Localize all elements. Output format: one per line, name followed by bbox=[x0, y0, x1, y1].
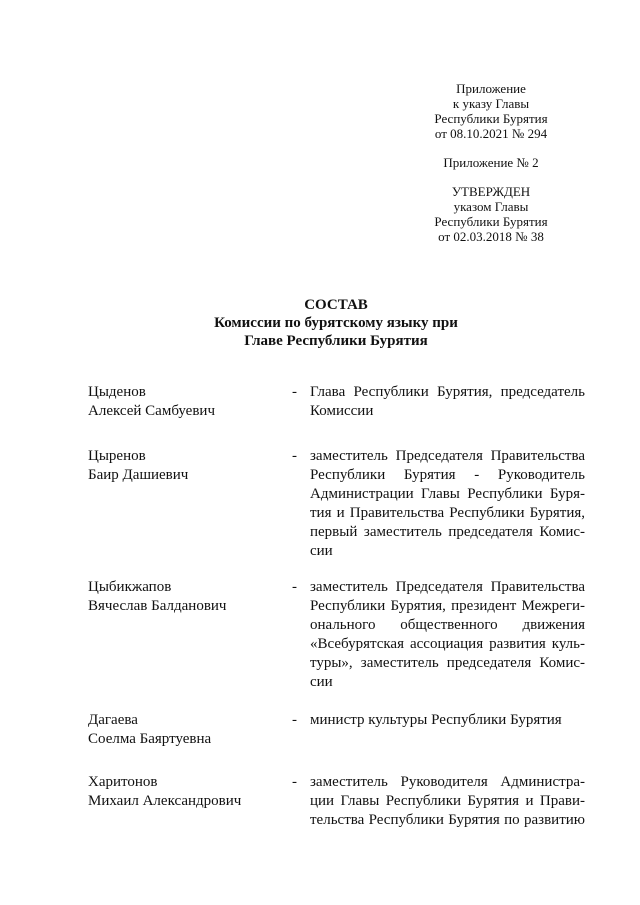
appendix-line: от 02.03.2018 № 38 bbox=[438, 229, 544, 244]
member-given-name: Михаил Александрович bbox=[88, 793, 242, 809]
appendix-line: к указу Главы bbox=[452, 96, 530, 111]
appendix-line: УТВЕРЖДЕН bbox=[451, 184, 531, 199]
member-role bbox=[310, 773, 585, 830]
member-surname: Цыренов bbox=[88, 448, 146, 464]
member-surname: Харитонов bbox=[88, 774, 158, 790]
member-name bbox=[88, 447, 288, 485]
document-heading bbox=[0, 296, 640, 350]
appendix-line: указом Главы bbox=[453, 199, 529, 214]
member-surname: Цыденов bbox=[88, 384, 146, 400]
member-role bbox=[310, 383, 585, 421]
approval-note-decree-2018 bbox=[400, 184, 582, 244]
heading-subtitle-line: Главе Республики Бурятия bbox=[244, 333, 428, 349]
member-role-line: Республики Бурятия - Руководитель bbox=[310, 467, 585, 483]
appendix-line: Республики Бурятия bbox=[434, 214, 548, 229]
member-name bbox=[88, 578, 288, 616]
member-role-line: тия и Правительства Республики Бурятия, bbox=[310, 505, 585, 521]
member-name bbox=[88, 383, 288, 421]
member-surname: Цыбикжапов bbox=[88, 579, 172, 595]
member-name bbox=[88, 711, 288, 749]
appendix-line: от 08.10.2021 № 294 bbox=[434, 126, 548, 141]
member-role-line: онального общественного движения bbox=[310, 617, 585, 633]
member-dash: - bbox=[292, 774, 297, 790]
member-role-line: заместитель Руководителя Администра- bbox=[310, 774, 585, 790]
member-surname: Дагаева bbox=[88, 712, 138, 728]
member-given-name: Соелма Баяртуевна bbox=[88, 731, 212, 747]
member-given-name: Вячеслав Балданович bbox=[88, 598, 227, 614]
appendix-line: Приложение bbox=[456, 81, 526, 96]
member-role-line: Комиссии bbox=[310, 403, 374, 419]
member-dash: - bbox=[292, 448, 297, 464]
member-role-line: заместитель Председателя Правительства bbox=[310, 448, 585, 464]
member-role-line: сии bbox=[310, 543, 333, 559]
member-given-name: Алексей Самбуевич bbox=[88, 403, 215, 419]
appendix-line: Республики Бурятия bbox=[434, 111, 548, 126]
member-role-line: «Всебурятская ассоциация развития куль- bbox=[310, 636, 585, 652]
member-role-line: министр культуры Республики Бурятия bbox=[310, 712, 562, 728]
member-role-line: тельства Республики Бурятия по развитию bbox=[310, 812, 585, 828]
member-role-line: туры», заместитель председателя Комис- bbox=[310, 655, 585, 671]
heading-title: СОСТАВ bbox=[304, 297, 368, 313]
heading-subtitle-line: Комиссии по бурятскому языку при bbox=[214, 315, 458, 331]
member-role bbox=[310, 578, 585, 692]
member-role-line: Глава Республики Бурятия, председатель bbox=[310, 384, 585, 400]
appendix-line: Приложение № 2 bbox=[443, 155, 539, 170]
member-dash: - bbox=[292, 384, 297, 400]
member-role-line: Администрации Главы Республики Буря- bbox=[310, 486, 585, 502]
member-role-line: ции Главы Республики Бурятия и Прави- bbox=[310, 793, 585, 809]
member-role bbox=[310, 711, 585, 730]
member-role bbox=[310, 447, 585, 561]
appendix-note-decree-2021 bbox=[400, 81, 582, 141]
member-dash: - bbox=[292, 579, 297, 595]
member-role-line: сии bbox=[310, 674, 333, 690]
member-role-line: заместитель Председателя Правительства bbox=[310, 579, 585, 595]
member-given-name: Баир Дашиевич bbox=[88, 467, 189, 483]
member-name bbox=[88, 773, 288, 811]
member-role-line: Республики Бурятия, президент Межреги- bbox=[310, 598, 585, 614]
appendix-number-note bbox=[400, 155, 582, 170]
member-dash: - bbox=[292, 712, 297, 728]
member-role-line: первый заместитель председателя Комис- bbox=[310, 524, 585, 540]
